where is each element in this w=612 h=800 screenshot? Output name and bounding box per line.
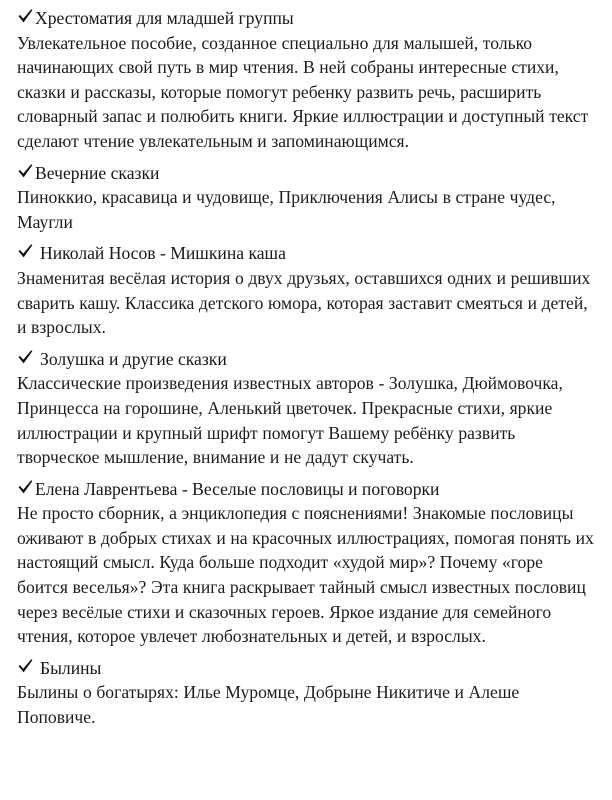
book-heading-text: Былины xyxy=(40,657,102,678)
book-description: Увлекательное пособие, созданное специально для малышей, только начинающих свой путь в мир чтения. В ней собраны интересные стихи, сказки и рассказы, которые помогут ребенку развить речь, расширить словарный запас и полюбить книги. Яркие иллюстрации и доступный текст сделают чтение увлекательным и запоминающимся. xyxy=(17,32,589,151)
book-heading-text: Золушка и другие сказки xyxy=(40,348,227,369)
check-mark-icon xyxy=(17,658,34,675)
book-heading-text: Вечерние сказки xyxy=(35,162,160,183)
book-heading xyxy=(17,241,594,266)
book-section-vechernie-skazki xyxy=(17,161,594,235)
book-heading xyxy=(17,656,594,681)
book-heading-text: Елена Лаврентьева - Веселые пословицы и поговорки xyxy=(35,478,440,499)
book-section-khrestomatiya xyxy=(17,6,594,154)
book-description: Не просто сборник, а энциклопедия с пояснениями! Знакомые пословицы оживают в добрых стихах и на красочных иллюстрациях, помогая понять их настоящий смысл. Куда больше подходит «худой мир»? Почему «горе боится веселья»? Эта книга раскрывает тайный смысл известных пословиц через весёлые стихи и сказочных героев. Яркое издание для семейного чтения, которое увлечет любознательных и детей, и взрослых. xyxy=(17,503,594,647)
check-mark-icon xyxy=(17,8,34,25)
book-heading-text: Хрестоматия для младшей группы xyxy=(35,8,294,28)
book-section-mishkina-kasha xyxy=(17,241,594,339)
check-mark-icon xyxy=(17,243,34,260)
book-section-zolushka xyxy=(17,347,594,470)
book-description: Классические произведения известных авторов - Золушка, Дюймовочка, Принцесса на горошине, Аленький цветочек. Прекрасные стихи, яркие иллюстрации и крупный шрифт помогут Вашему ребёнку развить творческое мышление, внимание и не дадут скучать. xyxy=(17,373,563,468)
book-description: Пиноккио, красавица и чудовище, Приключения Алисы в стране чудес, Маугли xyxy=(17,187,556,232)
check-mark-icon xyxy=(17,349,34,366)
book-heading xyxy=(17,347,594,372)
book-heading xyxy=(17,161,594,186)
book-heading xyxy=(17,477,594,502)
check-mark-icon xyxy=(17,163,34,180)
book-heading xyxy=(17,6,594,31)
check-mark-icon xyxy=(17,479,34,496)
book-heading-text: Николай Носов - Мишкина каша xyxy=(40,243,286,264)
book-description: Знаменитая весёлая история о двух друзьях, оставшихся одних и решивших сварить кашу. Классика детского юмора, которая заставит смеяться и детей, и взрослых. xyxy=(17,267,591,338)
book-section-byliny xyxy=(17,656,594,730)
book-section-poslovitsy xyxy=(17,477,594,649)
book-description: Былины о богатырях: Илье Муромце, Добрыне Никитиче и Алеше Поповиче. xyxy=(17,682,520,728)
